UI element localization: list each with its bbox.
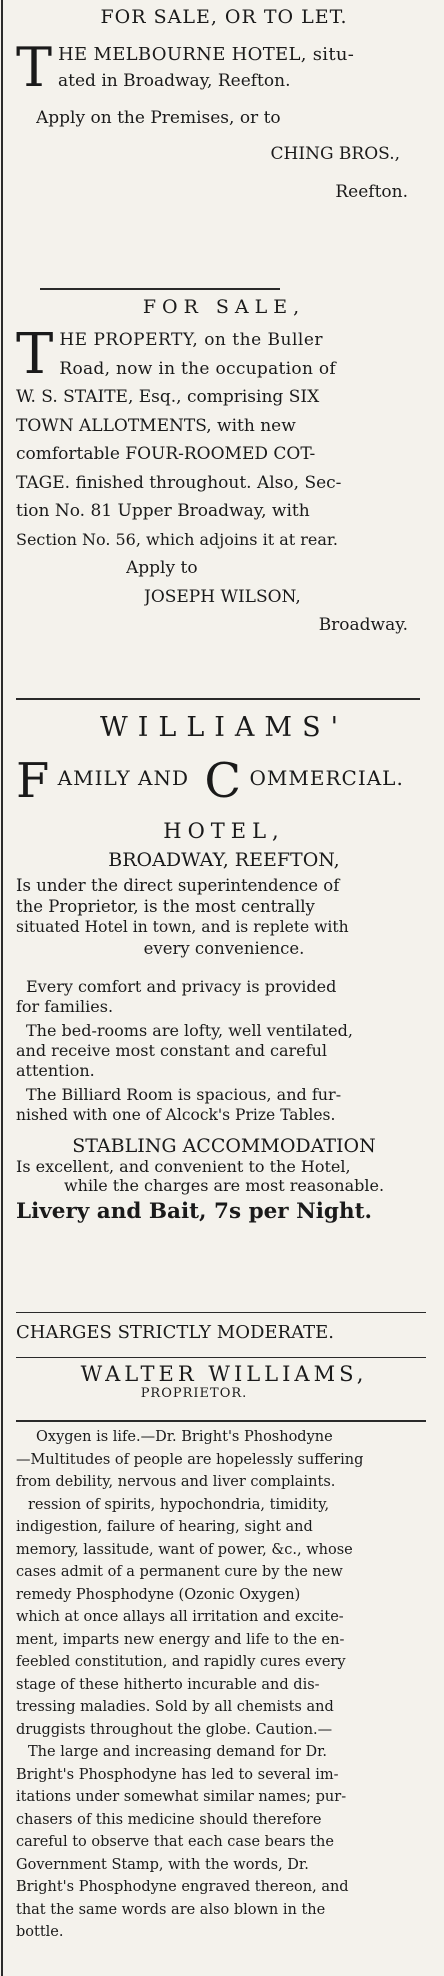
ad3-p1-line: Is under the direct superintendence of xyxy=(16,876,340,895)
ad4-line: ment, imparts new energy and life to the en- xyxy=(16,1631,345,1648)
ad4-line: memory, lassitude, want of power, &c., whose xyxy=(16,1541,353,1558)
ad4-line: Government Stamp, with the words, Dr. xyxy=(16,1856,309,1873)
ad1-dropcap: T xyxy=(16,36,53,99)
ad3-para1 xyxy=(16,875,432,959)
ad2-line11: Broadway. xyxy=(318,615,408,635)
ad3-p2-line: for families. xyxy=(16,997,114,1016)
separator-rule xyxy=(16,1312,426,1313)
ad4-line: feebled constitution, and rapidly cures every xyxy=(16,1654,346,1670)
ad3-sub1-dropcap: F xyxy=(16,753,51,809)
ad3-p4-line: nished with one of Alcock's Prize Tables. xyxy=(16,1106,336,1124)
ad4-line: from debility, nervous and liver complaints. xyxy=(16,1474,336,1490)
ad3-name: WALTER WILLIAMS, xyxy=(80,1362,368,1386)
ad-williams-hotel-footer xyxy=(16,1322,432,1343)
ad4-line: itations under somewhat similar names; pur- xyxy=(16,1789,347,1805)
ad1-line3: Apply on the Premises, or to xyxy=(36,108,281,128)
separator-rule xyxy=(40,288,280,290)
ad3-sub1 xyxy=(16,753,432,809)
ad3-p3-line: attention. xyxy=(16,1061,95,1080)
ad3-p5-line: Is excellent, and convenient to the Hotel, xyxy=(16,1157,351,1176)
ad3-p3-line: The bed-rooms are lofty, well ventilated, xyxy=(26,1021,353,1040)
ad2-line7: tion No. 81 Upper Broadway, with xyxy=(16,501,310,521)
ad3-sub1-cap: C xyxy=(204,753,243,809)
ad4-line: that the same words are also blown in the xyxy=(16,1901,326,1918)
ad4-line: tressing maladies. Sold by all chemists and xyxy=(16,1699,334,1715)
ad1-line1: HE MELBOURNE HOTEL, situ- xyxy=(58,44,355,65)
ad3-para5 xyxy=(16,1157,432,1195)
ad3-charges: CHARGES STRICTLY MODERATE. xyxy=(16,1322,334,1343)
ad4-line: cases admit of a permanent cure by the new xyxy=(16,1564,343,1580)
ad4-line: stage of these hitherto incurable and dis- xyxy=(16,1676,320,1693)
ad4-line: chasers of this medicine should therefore xyxy=(16,1811,322,1828)
ad2-body xyxy=(16,322,432,640)
ad4-line: ression of spirits, hypochondria, timidity, xyxy=(28,1496,330,1513)
ad3-sub3: BROADWAY, REEFTON, xyxy=(108,849,340,871)
ad4-line: which at once allays all irritation and excite- xyxy=(16,1609,344,1625)
ad4-line: bottle. xyxy=(16,1924,64,1940)
ad2-line6: TAGE. finished throughout. Also, Sec- xyxy=(16,472,342,493)
separator-rule xyxy=(16,1357,426,1358)
ad3-p1-line: every convenience. xyxy=(143,939,305,958)
ad4-line: indigestion, failure of hearing, sight and xyxy=(16,1519,313,1535)
ad4-line: Bright's Phosphodyne engraved thereon, and xyxy=(16,1879,349,1895)
ad3-sub1a: AMILY AND xyxy=(57,766,190,790)
ad1-first-para xyxy=(16,36,432,99)
ad3-livery: Livery and Bait, 7s per Night. xyxy=(16,1199,372,1224)
ad3-sub1b: OMMERCIAL. xyxy=(249,766,404,790)
ad3-para3 xyxy=(16,1021,432,1081)
ad4-line: Oxygen is life.—Dr. Bright's Phoshodyne xyxy=(36,1429,333,1445)
ad3-heading: WILLIAMS' xyxy=(99,712,348,743)
ad2-heading: FOR SALE, xyxy=(142,296,306,318)
column-border xyxy=(1,0,3,1976)
ad3-para4 xyxy=(16,1085,432,1125)
ad-williams-hotel-signature xyxy=(16,1362,432,1401)
ad3-p2-line: Every comfort and privacy is provided xyxy=(26,977,337,996)
ad4-line: careful to observe that each case bears the xyxy=(16,1834,334,1850)
ad2-line4: TOWN ALLOTMENTS, with new xyxy=(16,415,296,436)
ad3-title: PROPRIETOR. xyxy=(140,1386,248,1401)
ad2-line5: comfortable FOUR-ROOMED COT- xyxy=(16,444,316,464)
ad2-line1: HE PROPERTY, on the Buller xyxy=(59,330,324,350)
ad3-p1-line: the Proprietor, is the most centrally xyxy=(16,897,315,916)
ad3-stabling: STABLING ACCOMMODATION xyxy=(72,1135,376,1157)
separator-rule xyxy=(16,698,420,700)
ad3-p5-line: while the charges are most reasonable. xyxy=(63,1176,385,1195)
ad3-p1-line: situated Hotel in town, and is replete with xyxy=(16,918,349,936)
ad1-line2: ated in Broadway, Reefton. xyxy=(58,71,291,91)
ad4-line: remedy Phosphodyne (Ozonic Oxygen) xyxy=(16,1586,301,1603)
ad1-line4: CHING BROS., xyxy=(270,144,400,164)
ad-buller-road-property xyxy=(16,296,432,640)
ad4-line: Bright's Phosphodyne has led to several im- xyxy=(16,1766,339,1783)
ad2-line10: JOSEPH WILSON, xyxy=(144,586,301,607)
ad4-line: —Multitudes of people are hopelessly suffering xyxy=(16,1451,364,1468)
ad2-dropcap: T xyxy=(16,322,54,387)
ad3-sub2: HOTEL, xyxy=(163,819,285,843)
ad2-line9: Apply to xyxy=(126,558,198,578)
separator-rule xyxy=(16,1420,426,1422)
ad-phosphodyne xyxy=(16,1426,432,1944)
ad1-heading: FOR SALE, OR TO LET. xyxy=(100,6,348,28)
ad2-line8: Section No. 56, which adjoins it at rear. xyxy=(16,529,338,549)
ad-melbourne-hotel xyxy=(16,6,432,202)
ad4-line: The large and increasing demand for Dr. xyxy=(28,1744,328,1760)
ad3-para2 xyxy=(16,977,432,1017)
ad1-line5: Reefton. xyxy=(335,182,408,202)
ad3-p4-line: The Billiard Room is spacious, and fur- xyxy=(26,1085,342,1104)
ad4-line: druggists throughout the globe. Caution.— xyxy=(16,1721,333,1738)
ad3-p3-line: and receive most constant and careful xyxy=(16,1041,327,1060)
ad2-line3: W. S. STAITE, Esq., comprising SIX xyxy=(16,387,320,407)
ad2-line2: Road, now in the occupation of xyxy=(59,358,337,379)
ad-williams-hotel xyxy=(16,712,432,1224)
